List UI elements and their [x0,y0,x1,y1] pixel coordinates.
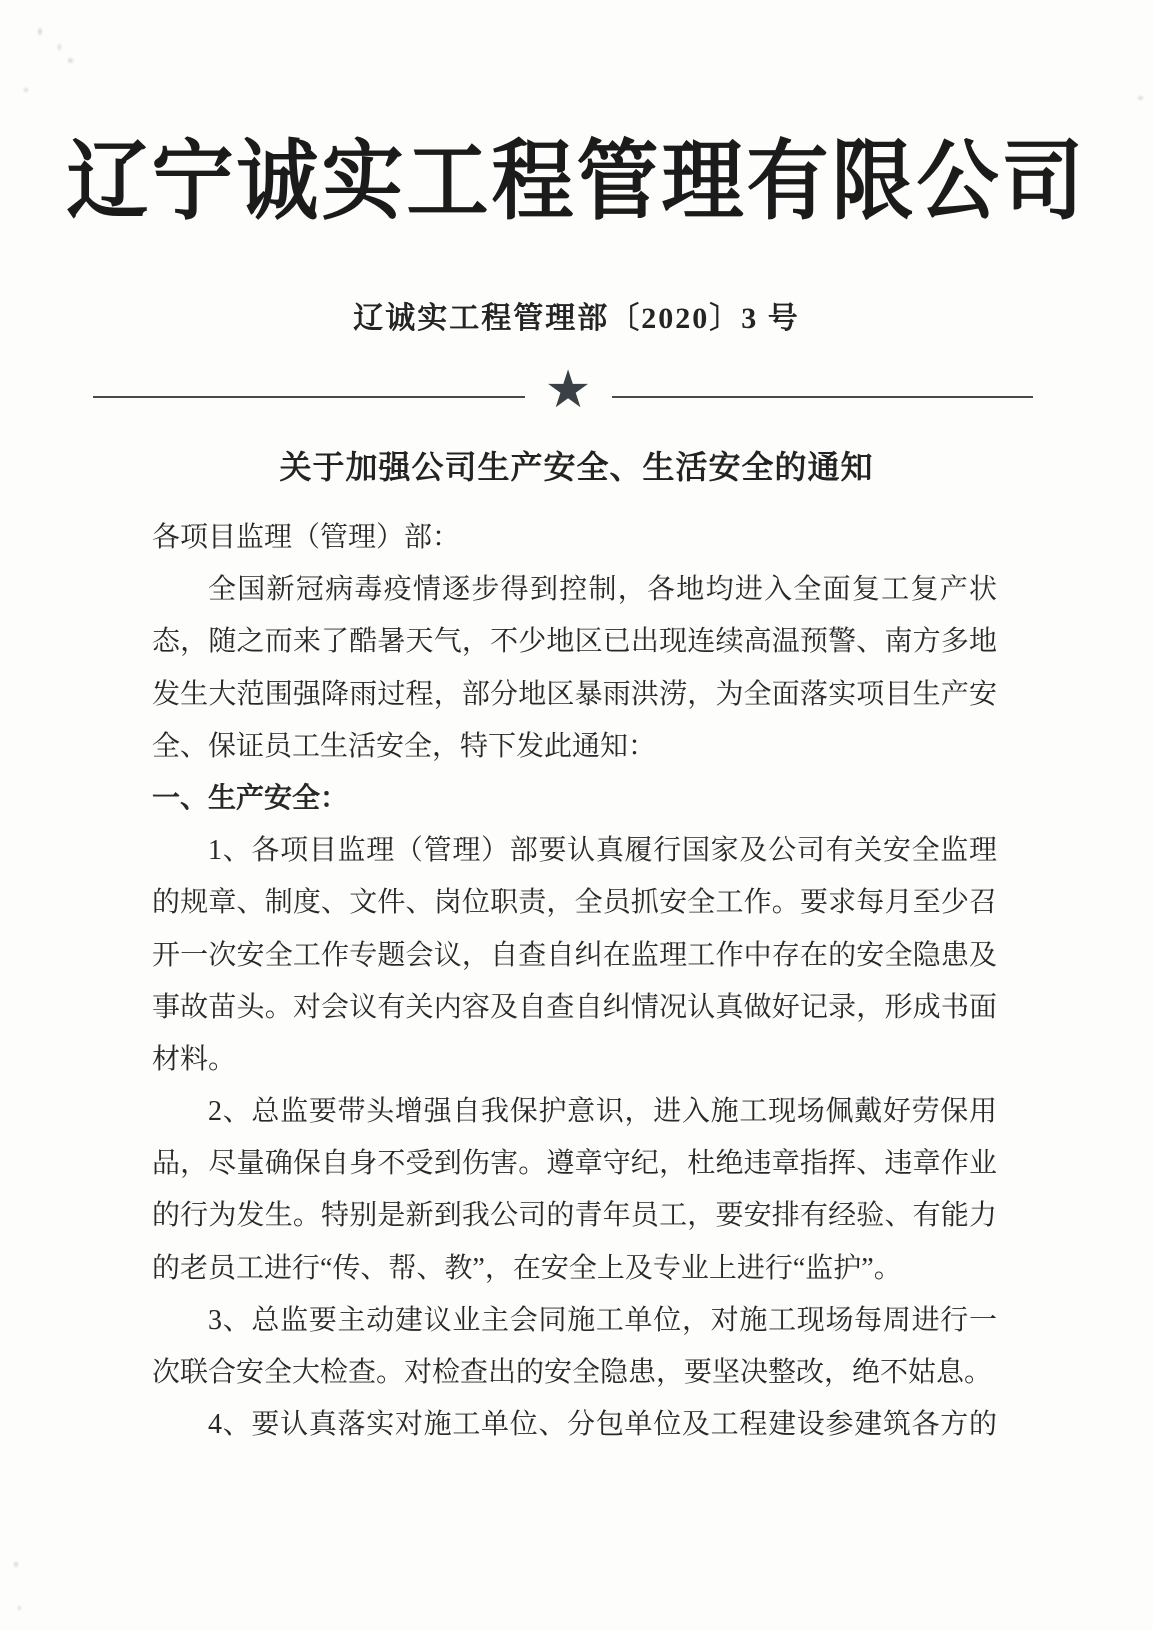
body-line: 4、要认真落实对施工单位、分包单位及工程建设参建筑各方的 [208,1409,997,1441]
scan-artifact [24,88,28,92]
notice-title: 关于加强公司生产安全、生活安全的通知 [279,449,874,485]
star-icon: ★ [544,360,592,420]
body-line: 1、各项目监理（管理）部要认真履行国家及公司有关安全监理 [208,835,997,867]
body-line: 材料。 [152,1043,237,1075]
body-line: 3、总监要主动建议业主会同施工单位，对施工现场每周进行一 [208,1304,997,1336]
body-line: 次联合安全大检查。对检查出的安全隐患，要坚决整改，绝不姑息。 [152,1357,993,1388]
body-line: 发生大范围强降雨过程，部分地区暴雨洪涝，为全面落实项目生产安 [152,678,997,710]
document-body [152,512,997,1451]
body-line: 的规章、制度、文件、岗位职责，全员抓安全工作。要求每月至少召 [152,887,997,919]
salutation-line: 各项目监理（管理）部： [152,522,461,553]
divider-line-right [612,396,1033,398]
scan-artifact [38,28,42,35]
scan-artifact [18,1606,21,1610]
document-number: 辽诚实工程管理部〔2020〕3 号 [353,302,800,335]
scan-artifact [1138,96,1143,100]
body-line: 2、总监要带头增强自我保护意识，进入施工现场佩戴好劳保用 [208,1096,997,1128]
body-line: 全国新冠病毒疫情逐步得到控制，各地均进入全面复工复产状 [208,574,997,606]
body-line: 事故苗头。对会议有关内容及自查自纠情况认真做好记录，形成书面 [152,991,997,1023]
body-line: 态，随之而来了酷暑天气，不少地区已出现连续高温预警、南方多地 [152,626,997,658]
body-line: 全、保证员工生活安全，特下发此通知： [152,730,657,762]
scan-artifact [58,44,61,50]
body-line: 的老员工进行“传、帮、教”，在安全上及专业上进行“监护”。 [152,1252,902,1284]
body-line: 开一次安全工作专题会议，自查自纠在监理工作中存在的安全隐患及 [152,939,997,971]
body-line: 的行为发生。特别是新到我公司的青年员工，要安排有经验、有能力 [152,1200,997,1232]
divider-line-left [93,396,525,398]
company-letterhead-title: 辽宁诚实工程管理有限公司 [66,133,1087,231]
body-line: 品，尽量确保自身不受到伤害。遵章守纪，杜绝违章指挥、违章作业 [152,1148,997,1180]
section-heading: 一、生产安全： [152,782,349,814]
scan-artifact [68,58,73,63]
scan-artifact [14,1562,18,1567]
